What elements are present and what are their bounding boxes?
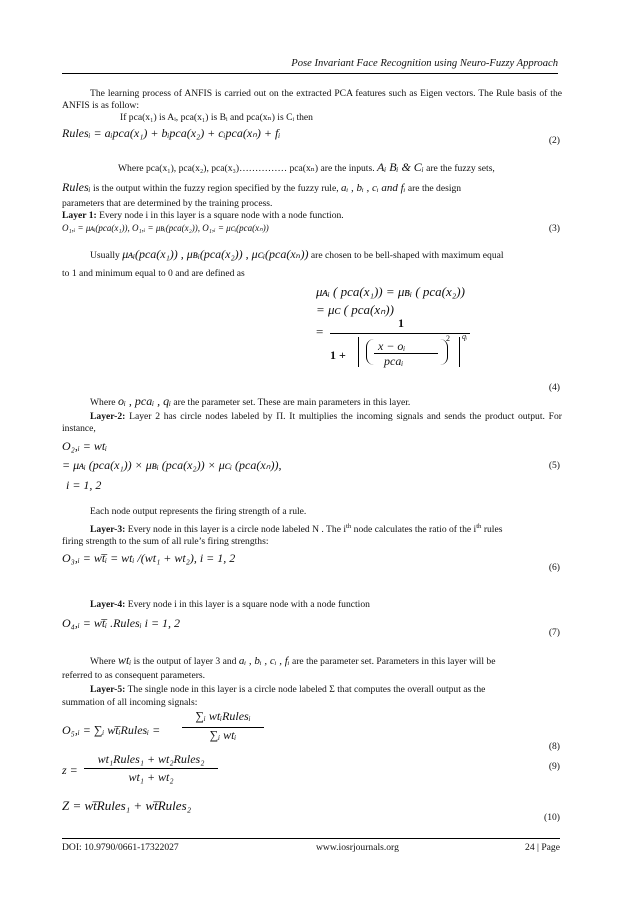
equation-number-9: (9) bbox=[548, 761, 560, 772]
equation-5-line-1: O₂,ᵢ = wtᵢ bbox=[62, 439, 108, 453]
fuzzy-sets-symbols: Aᵢ Bᵢ & Cᵢ bbox=[377, 160, 424, 174]
intro-paragraph: The learning process of ANFIS is carried out on the extracted PCA features such as Eigen vectors. The Rule basis of the ANFIS is as follow: bbox=[62, 88, 562, 111]
design-text: are the design bbox=[407, 183, 462, 194]
layer-3-line-2: firing strength to the sum of all rule’s firing strengths: bbox=[62, 536, 269, 547]
layer-4-wt-symbol: wtᵢ bbox=[117, 653, 132, 667]
equation-number-6: (6) bbox=[548, 562, 560, 573]
layer-4-title: Layer-4: bbox=[90, 599, 126, 610]
equation-number-7: (7) bbox=[548, 627, 560, 638]
layer-5-text-1: The single node in this layer is a circle node labeled bbox=[125, 684, 327, 695]
firing-strength-text: Each node output represents the firing strength of a rule. bbox=[90, 506, 307, 517]
layer-1-text: Every node i in this layer is a square node with a node function. bbox=[96, 210, 344, 221]
layer-3-text-1: Every node in this layer is a circle node labeled N . The i bbox=[125, 524, 347, 536]
layer-4-where-line-2: referred to as consequent parameters. bbox=[62, 670, 206, 681]
usually-text: are chosen to be bell-shaped with maximum equal bbox=[310, 250, 504, 261]
footer-doi: DOI: 10.9790/0661-17322027 bbox=[62, 842, 179, 853]
layer-4-where-text: is the output of layer 3 and bbox=[133, 656, 237, 667]
layer-3-sup-2: th bbox=[476, 523, 482, 530]
layer-1-heading bbox=[62, 210, 562, 222]
where-inputs-text: Where pca(x₁), pca(x₂), pca(x₃)…………… pca(xₙ) are the inputs. bbox=[118, 163, 375, 174]
layer-5-sigma: Σ bbox=[329, 684, 335, 695]
layer-4-params-symbols: aᵢ , bᵢ , cᵢ , fᵢ bbox=[238, 655, 290, 667]
membership-functions: μᴀᵢ(pca(x₁)) , μʙᵢ(pca(x₂)) , μᴄᵢ(pca(xₙ)) bbox=[122, 247, 309, 261]
equation-4-numerator: 1 bbox=[398, 316, 404, 330]
layer-4-params-text: are the parameter set. Parameters in this layer will be bbox=[291, 656, 496, 667]
layer-3-text-2: node calculates the ratio of the i bbox=[351, 524, 477, 536]
equation-number-3: (3) bbox=[548, 223, 560, 234]
layer-2-title: Layer-2: bbox=[90, 411, 126, 422]
equation-number-8: (8) bbox=[548, 741, 560, 752]
equation-5-line-2: = μᴀᵢ (pca(x₁)) × μʙᵢ (pca(x₂)) × μᴄᵢ (pca(xₙ)), bbox=[62, 458, 282, 472]
design-params-symbols: aᵢ , bᵢ , cᵢ and fᵢ bbox=[341, 182, 406, 194]
equation-7: O₄,ᵢ = wt̅ᵢ .Rulesᵢ i = 1, 2 bbox=[62, 616, 181, 630]
equation-9-fraction-bar bbox=[84, 768, 218, 769]
layer-1-title: Layer 1: bbox=[62, 210, 97, 221]
equation-4-equals: = bbox=[316, 324, 324, 339]
params-text: are the parameter set. These are main parameters in this layer. bbox=[173, 397, 411, 408]
header-title: Pose Invariant Face Recognition using Neuro-Fuzzy Approach bbox=[291, 58, 558, 69]
where-params-set-line bbox=[90, 394, 565, 409]
layer-3-text-3: rules bbox=[481, 524, 503, 536]
fuzzy-sets-text: are the fuzzy sets, bbox=[426, 163, 495, 174]
equation-number-4: (4) bbox=[548, 382, 560, 393]
equation-4-line-1: μᴀᵢ ( pca(x₁)) = μʙᵢ ( pca(x₂)) bbox=[316, 284, 465, 299]
layer-5-title: Layer-5: bbox=[90, 684, 126, 695]
layer-4-where-word: Where bbox=[90, 656, 116, 667]
where-word: Where bbox=[90, 397, 116, 408]
equation-6: O₃,ᵢ = wt̅ᵢ = wtᵢ /(wt₁ + wt₂), i = 1, 2 bbox=[62, 551, 236, 565]
usually-word: Usually bbox=[90, 250, 120, 261]
equation-5-line-3: i = 1, 2 bbox=[66, 478, 102, 492]
where-params-line: parameters that are determined by the training process. bbox=[62, 198, 273, 209]
equation-4-q-exponent: qᵢ bbox=[462, 332, 468, 341]
running-header bbox=[62, 58, 558, 74]
equation-2: Rulesᵢ = aᵢpca(x₁) + bᵢpca(x₂) + cᵢpca(xₙ) + fᵢ bbox=[62, 126, 281, 140]
usually-line bbox=[90, 247, 565, 262]
layer-5-paragraph bbox=[62, 684, 562, 696]
layer-5-text-2: that computes the overall output as the bbox=[337, 684, 486, 695]
equation-number-5: (5) bbox=[548, 460, 560, 471]
equation-8-denominator: ∑ᵢ wtᵢ bbox=[209, 728, 237, 742]
where-inputs-line bbox=[118, 160, 573, 175]
equation-8-numerator: ∑ᵢ wtᵢRulesᵢ bbox=[195, 709, 251, 723]
layer-4-where-line bbox=[90, 653, 565, 668]
equation-number-2: (2) bbox=[548, 135, 560, 146]
where-output-line bbox=[62, 180, 562, 195]
equation-4-exponent: 2 bbox=[446, 334, 450, 343]
layer-4-text: Every node i in this layer is a square node with a node function bbox=[125, 599, 370, 610]
page-footer bbox=[62, 838, 560, 853]
layer-3-paragraph bbox=[62, 523, 562, 536]
equation-4-inner-num: x − oᵢ bbox=[378, 339, 406, 353]
layer-2-paragraph bbox=[62, 411, 562, 434]
equation-4-one-plus: 1 + bbox=[330, 348, 346, 362]
layer-3-sup-1: th bbox=[346, 523, 352, 530]
equation-number-10: (10) bbox=[544, 812, 560, 823]
layer-3-title: Layer-3: bbox=[90, 524, 126, 536]
equation-9-numerator: wt₁Rules₁ + wt₂Rules₂ bbox=[97, 752, 205, 766]
equation-3: O₁,ᵢ = μᴀᵢ(pca(x₁)), O₁,ᵢ = μʙᵢ(pca(x₂)), O₁,ᵢ = μᴄᵢ(pca(xₙ)) bbox=[62, 223, 269, 233]
usually-line-2: to 1 and minimum equal to 0 and are defined as bbox=[62, 268, 245, 279]
params-symbols: oᵢ , pcaᵢ , qᵢ bbox=[117, 394, 172, 408]
equation-8-lhs: O₅,ᵢ = ∑ᵢ wt̅ᵢRulesᵢ = bbox=[62, 723, 161, 737]
output-text: is the output within the fuzzy region specified by the fuzzy rule, bbox=[92, 183, 339, 194]
layer-2-text: Layer 2 has circle nodes labeled by Π. It multiplies the incoming signals and sends the product output. For instance, bbox=[62, 411, 562, 434]
layer-5-line-2: summation of all incoming signals: bbox=[62, 697, 198, 708]
equation-9-denominator: wt₁ + wt₂ bbox=[128, 770, 174, 784]
equation-10: Z = wt̅Rules₁ + wt̅Rules₂ bbox=[62, 798, 192, 813]
rule-condition: If pca(x₁) is Aᵢ, pca(x₁) is Bᵢ and pca(xₙ) is Cᵢ then bbox=[120, 112, 313, 123]
footer-page-number: 24 | Page bbox=[525, 842, 560, 853]
footer-website: www.iosrjournals.org bbox=[316, 842, 399, 853]
equation-4-inner-den: pcaᵢ bbox=[384, 354, 404, 368]
layer-4-paragraph bbox=[62, 599, 562, 611]
equation-9-lhs: z = bbox=[62, 763, 78, 777]
rules-symbol: Rulesᵢ bbox=[62, 180, 91, 194]
equation-4-line-2: = μᴄ ( pca(xₙ)) bbox=[316, 302, 394, 317]
